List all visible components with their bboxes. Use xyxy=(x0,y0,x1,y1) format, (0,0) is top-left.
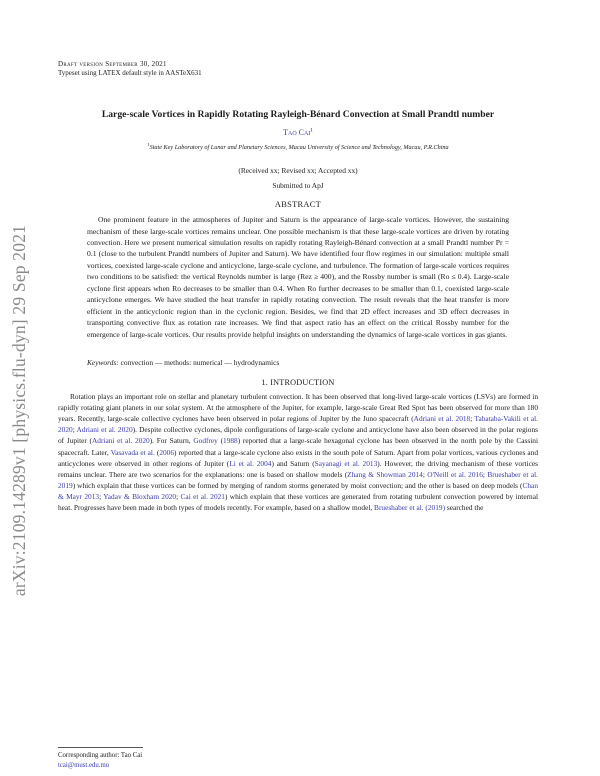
intro-text-run: ( xyxy=(154,447,160,457)
affiliation-mark: 1 xyxy=(147,142,150,147)
keywords-label: Keywords: xyxy=(87,358,119,368)
corresponding-author: Corresponding author: Tao Cai xyxy=(58,752,143,759)
intro-text-run: ; xyxy=(422,469,428,479)
typeset-line: Typeset using LATEX default style in AASTeX631 xyxy=(58,69,202,77)
submitted-to: Submitted to ApJ xyxy=(272,181,324,191)
paper-title: Large-scale Vortices in Rapidly Rotating Rayleigh-Bénard Convection at Small Prandtl number xyxy=(101,109,495,120)
author-name[interactable]: Tao Cai xyxy=(283,128,311,137)
intro-text-run: ) which explain that these vortices can be formed by merging of random storms generated by moist convection; and the other is based on deep models ( xyxy=(72,480,523,490)
intro-text-run: ( xyxy=(217,436,224,446)
intro-text-run: ) which explain that these vortices are generated from rotating turbulent convection powered by internal heat. Progresses have been made in both types of models recently. For example, based on a shallow model, xyxy=(58,491,538,512)
abstract-body: One prominent feature in the atmospheres of Jupiter and Saturn is the appearance of large-scale vortices. However, the sustaining mechanism of these large-scale vortices remains unclear. One possible mechanism is that these large-scale vortices are driven by rotating convection. Here we present numerical simulation results on rapidly rotating Rayleigh-Bénard convection at a small Prandtl number Pr = 0.1 (close to the turbulent Prandtl numbers of Jupiter and Saturn). We have identified four flow regimes in our simulation: multiple small vortices, coexisted large-scale cyclone and anticyclone, large-scale cyclone, and turbulence. The formation of large-scale vortices requires two conditions to be satisfied: the vertical Reynolds number is large (Rez ≥ 400), and the Rossby number is small (Ro ≤ 0.4). Large-scale cyclone first appears when Ro decreases to be smaller than 0.4. When Ro further decreases to be smaller than 0.1, coexisted large-scale anticyclone emerges. We have studied the heat transfer in rapidly rotating convection. The result reveals that the heat transfer is more efficient in the anticyclonic region than in the cyclonic region. Besides, we find that 2D effect increases and 3D effect decreases in transporting convective flux as rotation rate increases. We find that aspect ratio has an effect on the critical Rossby number for the emergence of large-scale vortices. Our results provide helpful insights on understanding the dynamics of large-scale vortices in gas giants. xyxy=(87,215,509,339)
received-dates: (Received xx; Revised xx; Accepted xx) xyxy=(238,166,358,176)
draft-version-line: Draft version September 30, 2021 xyxy=(58,60,167,68)
citation-link[interactable]: Zhang & Showman 2014 xyxy=(347,469,423,479)
citation-link[interactable]: Chan & Mayr 2013 xyxy=(58,480,538,501)
citation-link[interactable]: 2006 xyxy=(159,447,174,457)
citation-link[interactable]: O'Neill et al. 2016 xyxy=(427,469,483,479)
intro-text-run: ; xyxy=(482,469,488,479)
intro-text-run: ; xyxy=(470,414,475,424)
citation-link[interactable]: Adriani et al. 2020 xyxy=(92,436,150,446)
footnote-divider xyxy=(58,747,143,748)
citation-link[interactable]: Brueshaber et al. (2019) xyxy=(374,502,446,512)
affiliation xyxy=(58,142,538,151)
citation-link[interactable]: Sayanagi et al. 2013 xyxy=(314,458,378,468)
intro-text-run: ; xyxy=(176,491,181,501)
citation-link[interactable]: Adriani et al. 2018 xyxy=(413,414,471,424)
intro-text-run: ) reported that a large-scale hexagonal cyclone has been observed in the north pole by the Cassini spacecraft. Later, xyxy=(58,436,538,457)
citation-link[interactable]: Yadav & Bloxham 2020 xyxy=(103,491,177,501)
citation-link[interactable]: Vasavada et al. xyxy=(110,447,155,457)
intro-text-run: ) reported that a large-scale cyclone also exists in the south pole of Saturn. Apart from polar vortices, various cyclones and anticyclones were observed in other regions of Jupiter ( xyxy=(58,447,538,468)
intro-text-run: ). For Saturn, xyxy=(149,436,194,446)
citation-link[interactable]: Tabataba-Vakili et al. 2020 xyxy=(58,414,538,435)
section-heading-introduction: 1. INTRODUCTION xyxy=(261,378,335,388)
citation-link[interactable]: Cai et al. 2021 xyxy=(180,491,225,501)
intro-text-run: ). Despite collective cyclones, dipole configurations of large-scale cyclone and anticyclone have also been observed in the polar regions of Jupiter ( xyxy=(58,425,538,446)
keywords-text: convection — methods: numerical — hydrodynamics xyxy=(120,358,280,368)
intro-text-run: ) and Saturn ( xyxy=(271,458,315,468)
abstract-heading: ABSTRACT xyxy=(274,200,322,210)
citation-link[interactable]: Godfrey xyxy=(193,436,218,446)
paper-page xyxy=(58,60,538,513)
introduction-paragraph xyxy=(58,391,538,513)
affiliation-text: State Key Laboratory of Lunar and Planetary Sciences, Macau University of Science and Technology, Macau, P.R.China xyxy=(149,144,449,152)
intro-text-run: ; xyxy=(72,425,77,435)
citation-link[interactable]: Brueshaber et al. 2019 xyxy=(58,469,538,490)
author-affiliation-mark: 1 xyxy=(310,128,313,134)
intro-text-run: ). However, the driving mechanism of these vortices remains unclear. There are two scenarios for the explanations: one is based on shallow models ( xyxy=(58,458,538,479)
intro-text-run: Rotation plays an important role on stellar and planetary turbulent convection. It has been observed that long-lived large-scale vortices (LSVs) are formed in rapidly rotating giant planets in our solar system. At the atmosphere of the Jupiter, for example, large-scale Great Red Spot has been observed for more than 180 years. Recently, large-scale collective cyclones have been observed in polar regions of Jupiter by the Juno spacecraft ( xyxy=(58,392,538,424)
citation-link[interactable]: Li et al. 2004 xyxy=(229,458,272,468)
author-line xyxy=(58,128,538,137)
intro-text-run: ; xyxy=(99,491,104,501)
intro-text-run: searched the xyxy=(445,502,484,512)
author-email-link[interactable]: tcai@must.edu.mo xyxy=(58,762,110,769)
citation-link[interactable]: 1988 xyxy=(223,436,238,446)
keywords-line xyxy=(87,358,509,367)
arxiv-identifier-stamp xyxy=(8,180,32,640)
arxiv-identifier-text: arXiv:2109.14289v1 [physics.flu-dyn] 29 Sep 2021 xyxy=(9,224,30,596)
citation-link[interactable]: Adriani et al. 2020 xyxy=(76,425,133,435)
